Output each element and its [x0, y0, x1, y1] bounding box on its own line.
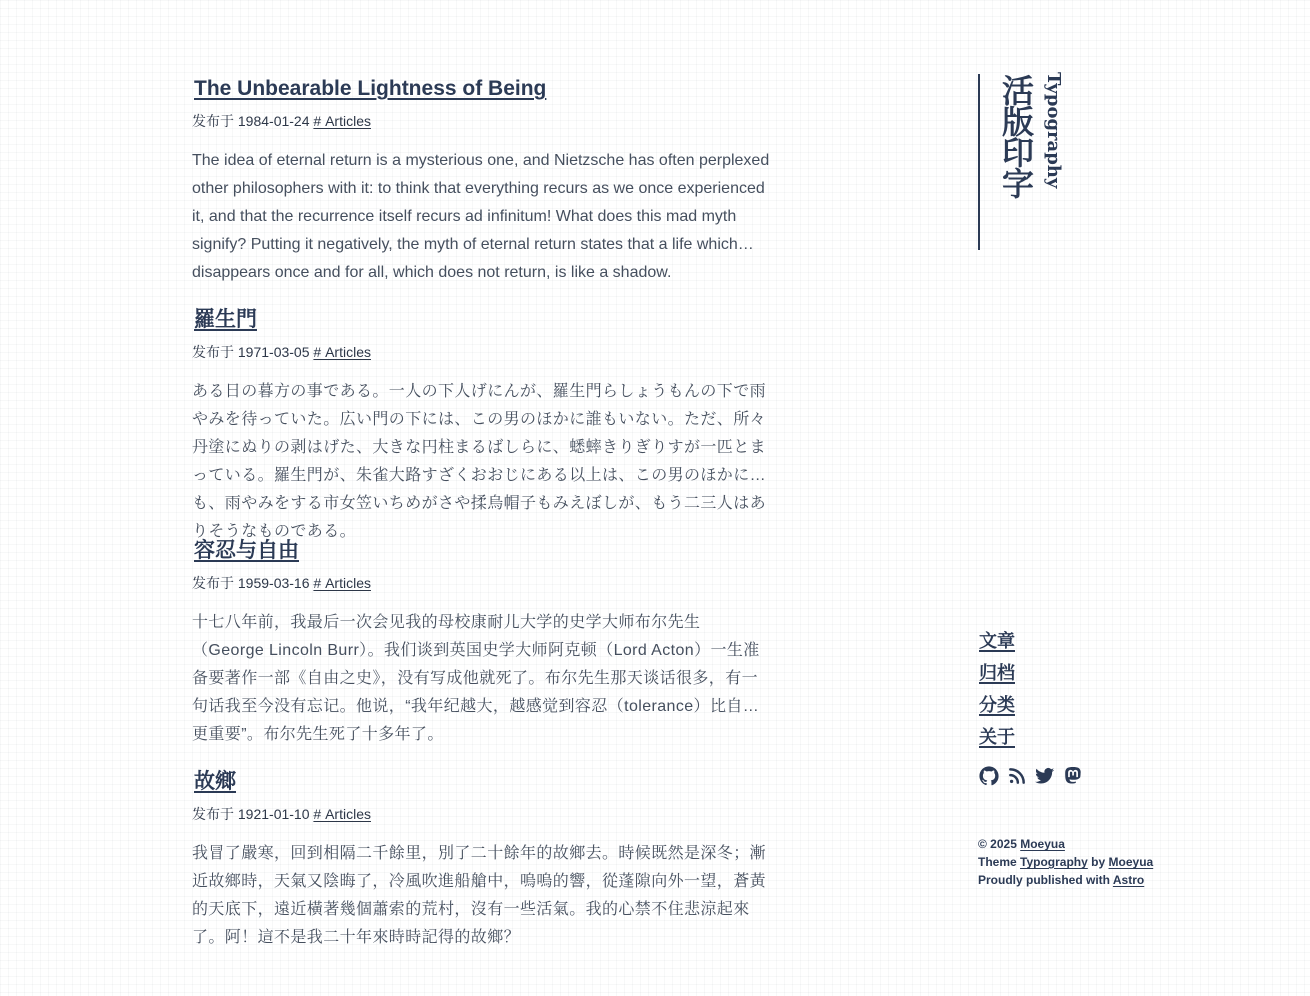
post-date-prefix: 发布于: [192, 575, 234, 591]
footer-by-label: by: [1091, 855, 1106, 869]
footer-astro-link[interactable]: Astro: [1112, 873, 1145, 887]
site-title-cn: 活版印字: [997, 74, 1035, 198]
nav-item: [979, 722, 1015, 754]
post-meta: [192, 342, 772, 362]
post-date: 1984-01-24: [237, 113, 310, 129]
footer-published-label: Proudly published with: [978, 873, 1110, 887]
footer-copyright: © 2025: [978, 837, 1017, 851]
nav-link-articles[interactable]: 文章: [979, 631, 1015, 651]
post-meta: [192, 111, 772, 131]
github-link[interactable]: [979, 766, 999, 786]
post-date-prefix: 发布于: [192, 806, 234, 822]
post-item: [192, 303, 772, 540]
post-title: [194, 534, 772, 568]
footer-theme-link[interactable]: Typography: [1020, 855, 1088, 869]
nav-link-archive[interactable]: 归档: [979, 663, 1015, 683]
post-meta: [192, 573, 772, 593]
footer-author-link[interactable]: Moeyua: [1020, 837, 1065, 851]
social-links: [979, 766, 1083, 786]
post-item: [192, 765, 772, 952]
site-brand[interactable]: [978, 74, 1064, 250]
post-item: [192, 534, 772, 743]
post-tag-link[interactable]: # Articles: [313, 806, 371, 822]
twitter-icon: [1035, 766, 1055, 786]
nav-item: [979, 690, 1015, 722]
nav-link-categories[interactable]: 分类: [979, 695, 1015, 715]
mastodon-icon: [1063, 766, 1083, 786]
post-item: [192, 72, 772, 281]
site-title-en: Typography: [1043, 72, 1064, 189]
footer-theme-line: [978, 853, 1153, 871]
nav-item: [979, 658, 1015, 690]
post-tag-link[interactable]: # Articles: [313, 344, 371, 360]
post-title-link[interactable]: 羅生門: [194, 308, 257, 331]
github-icon: [979, 766, 999, 786]
post-list: [192, 72, 772, 996]
post-title: [194, 303, 772, 337]
nav-item: [979, 626, 1015, 658]
post-title-link[interactable]: 故鄉: [194, 770, 236, 793]
twitter-link[interactable]: [1035, 766, 1055, 786]
nav-link-about[interactable]: 关于: [979, 727, 1015, 747]
footer-published-line: [978, 871, 1153, 889]
footer-theme-author-link[interactable]: Moeyua: [1108, 855, 1154, 869]
post-date: 1959-03-16: [237, 575, 310, 591]
main-nav: [979, 626, 1015, 754]
rss-icon: [1007, 766, 1027, 786]
mastodon-link[interactable]: [1063, 766, 1083, 786]
post-excerpt: 十七八年前，我最后一次会见我的母校康耐儿大学的史学大师布尔先生（George Lincoln Burr）。我们谈到英国史学大师阿克顿（Lord Acton）一生准备要著作一部《自由之史》，没有写成他就死了。布尔先生那天谈话很多，有一句话我至今没有忘记。他说，“我年纪越大，越感觉到容忍（tolerance）比自由更重要”。布尔先生死了十多年了。: [192, 614, 760, 743]
post-tag-link[interactable]: # Articles: [313, 575, 371, 591]
footer-theme-label: Theme: [978, 855, 1017, 869]
footer-copyright-line: [978, 835, 1153, 853]
post-excerpt: 我冒了嚴寒，回到相隔二千餘里，別了二十餘年的故鄉去。時候既然是深冬；漸近故鄉時，天氣又陰晦了，冷風吹進船艙中，嗚嗚的響，從蓬隙向外一望，蒼黃的天底下，遠近橫著幾個蕭索的荒村，沒有一些活氣。我的心禁不住悲涼起來了。阿！這不是我二十年來時時記得的故鄉？: [192, 845, 767, 946]
rss-link[interactable]: [1007, 766, 1027, 786]
site-footer: [978, 835, 1153, 889]
post-meta: [192, 804, 772, 824]
post-date-prefix: 发布于: [192, 344, 234, 360]
post-title: [194, 72, 772, 106]
post-excerpt: The idea of eternal return is a mysterious one, and Nietzsche has often perplexed other philosophers with it: to think that everything recurs as we once experienced it, and that the recurrence itself recurs ad infinitum! What does this mad myth signify? Putting it negatively, the myth of eternal return states that a life which disappears once and for all, which does not return, is like a shadow.: [192, 152, 770, 281]
post-date: 1971-03-05: [237, 344, 310, 360]
post-excerpt: ある日の暮方の事である。一人の下人げにんが、羅生門らしょうもんの下で雨やみを待っていた。広い門の下には、この男のほかに誰もいない。ただ、所々丹塗にぬりの剥はげた、大きな円柱まるばしらに、蟋蟀きりぎりすが一匹とまっている。羅生門が、朱雀大路すざくおおじにある以上は、この男のほかにも、雨やみをする市女笠いちめがさや揉烏帽子もみえぼしが、もう二三人はありそうなものである。: [192, 383, 767, 540]
post-date: 1921-01-10: [237, 806, 310, 822]
post-title-link[interactable]: 容忍与自由: [194, 539, 299, 562]
post-date-prefix: 发布于: [192, 113, 234, 129]
post-title-link[interactable]: The Unbearable Lightness of Being: [194, 77, 547, 100]
post-title: [194, 765, 772, 799]
post-tag-link[interactable]: # Articles: [313, 113, 371, 129]
